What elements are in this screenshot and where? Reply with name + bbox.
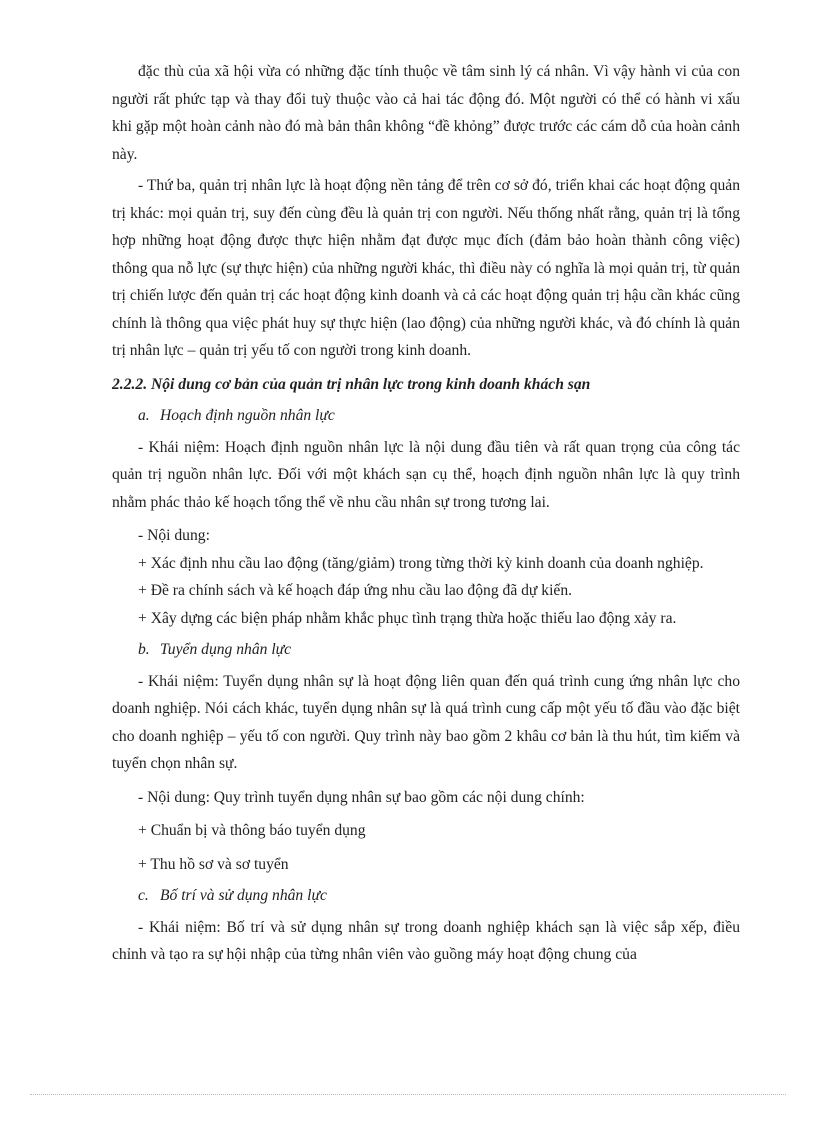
page-bottom-divider xyxy=(30,1094,786,1095)
subsection-c-letter: c. xyxy=(138,887,149,904)
list-item: + Thu hồ sơ và sơ tuyển xyxy=(138,855,289,873)
list-item: + Xây dựng các biện pháp nhằm khắc phục tình trạng thừa hoặc thiếu lao động xảy ra. xyxy=(138,609,677,627)
paragraph-allocation-concept: - Khái niệm: Bố trí và sử dụng nhân sự trong doanh nghiệp khách sạn là việc sắp xếp, điều chỉnh và tạo ra sự hội nhập của từng nhân viên vào guồng máy hoạt động chung của xyxy=(112,918,740,963)
subsection-b-title: Tuyển dụng nhân lực xyxy=(160,641,292,658)
subsection-c-heading xyxy=(112,882,740,910)
paragraph-recruitment-concept: - Khái niệm: Tuyển dụng nhân sự là hoạt động liên quan đến quá trình cung ứng nhân lực cho doanh nghiệp. Nói cách khác, tuyển dụng nhân sự là quá trình cung cấp một yếu tố đầu vào đặc biệt cho doanh nghiệp – yếu tố con người. Quy trình này bao gồm 2 khâu cơ bản là thu hút, tìm kiếm và tuyển chọn nhân sự. xyxy=(112,672,740,772)
paragraph-recruitment-content: - Nội dung: Quy trình tuyển dụng nhân sự bao gồm các nội dung chính: xyxy=(138,788,585,806)
subsection-a-title: Hoạch định nguồn nhân lực xyxy=(160,407,335,424)
paragraph-third-point: - Thứ ba, quản trị nhân lực là hoạt động nền tảng để trên cơ sở đó, triển khai các hoạt động quản trị khác: mọi quản trị, suy đến cùng đều là quản trị con người. Nếu thống nhất rằng, quản trị là tổng hợp những hoạt động được thực hiện nhằm đạt được mục đích (đảm bảo hoàn thành công việc) thông qua nỗ lực (sự thực hiện) của những người khác, thì điều này có nghĩa là mọi quản trị, từ quản trị chiến lược đến quản trị các hoạt động kinh doanh và cả các hoạt động quản trị hậu cần khác cũng chính là thông qua việc phát huy sự thực hiện (lao động) của những người khác, và đó chính là quản trị nhân lực – quản trị yếu tố con người trong kinh doanh. xyxy=(112,177,740,359)
paragraph-behavior: đặc thù của xã hội vừa có những đặc tính thuộc về tâm sinh lý cá nhân. Vì vậy hành vi của con người rất phức tạp và thay đổi tuỳ thuộc vào cả hai tác động đó. Một người có thể có hành vi xấu khi gặp một hoàn cảnh nào đó mà bản thân không “đề khỏng” được trước các cám dỗ của hoàn cảnh này. xyxy=(112,63,740,163)
list-item: + Xác định nhu cầu lao động (tăng/giảm) trong từng thời kỳ kinh doanh của doanh nghiệp. xyxy=(138,554,704,572)
subsection-a-letter: a. xyxy=(138,407,150,424)
section-heading: 2.2.2. Nội dung cơ bản của quản trị nhân lực trong kinh doanh khách sạn xyxy=(112,375,591,393)
subsection-c-title: Bố trí và sử dụng nhân lực xyxy=(160,887,327,904)
paragraph-planning-concept: - Khái niệm: Hoạch định nguồn nhân lực là nội dung đầu tiên và rất quan trọng của công tác quản trị nguồn nhân lực. Đối với một khách sạn cụ thể, hoạch định nguồn nhân lực là quy trình nhằm phác thảo kế hoạch tổng thể về nhu cầu nhân sự trong tương lai. xyxy=(112,438,740,511)
document-page xyxy=(112,58,740,969)
list-item: + Chuẩn bị và thông báo tuyển dụng xyxy=(138,822,366,839)
list-item: + Đề ra chính sách và kế hoạch đáp ứng nhu cầu lao động đã dự kiến. xyxy=(138,582,573,599)
subsection-a-heading xyxy=(112,402,740,430)
subsection-b-letter: b. xyxy=(138,641,150,658)
subsection-b-heading xyxy=(112,636,740,664)
paragraph-planning-content-label: - Nội dung: xyxy=(138,527,210,544)
